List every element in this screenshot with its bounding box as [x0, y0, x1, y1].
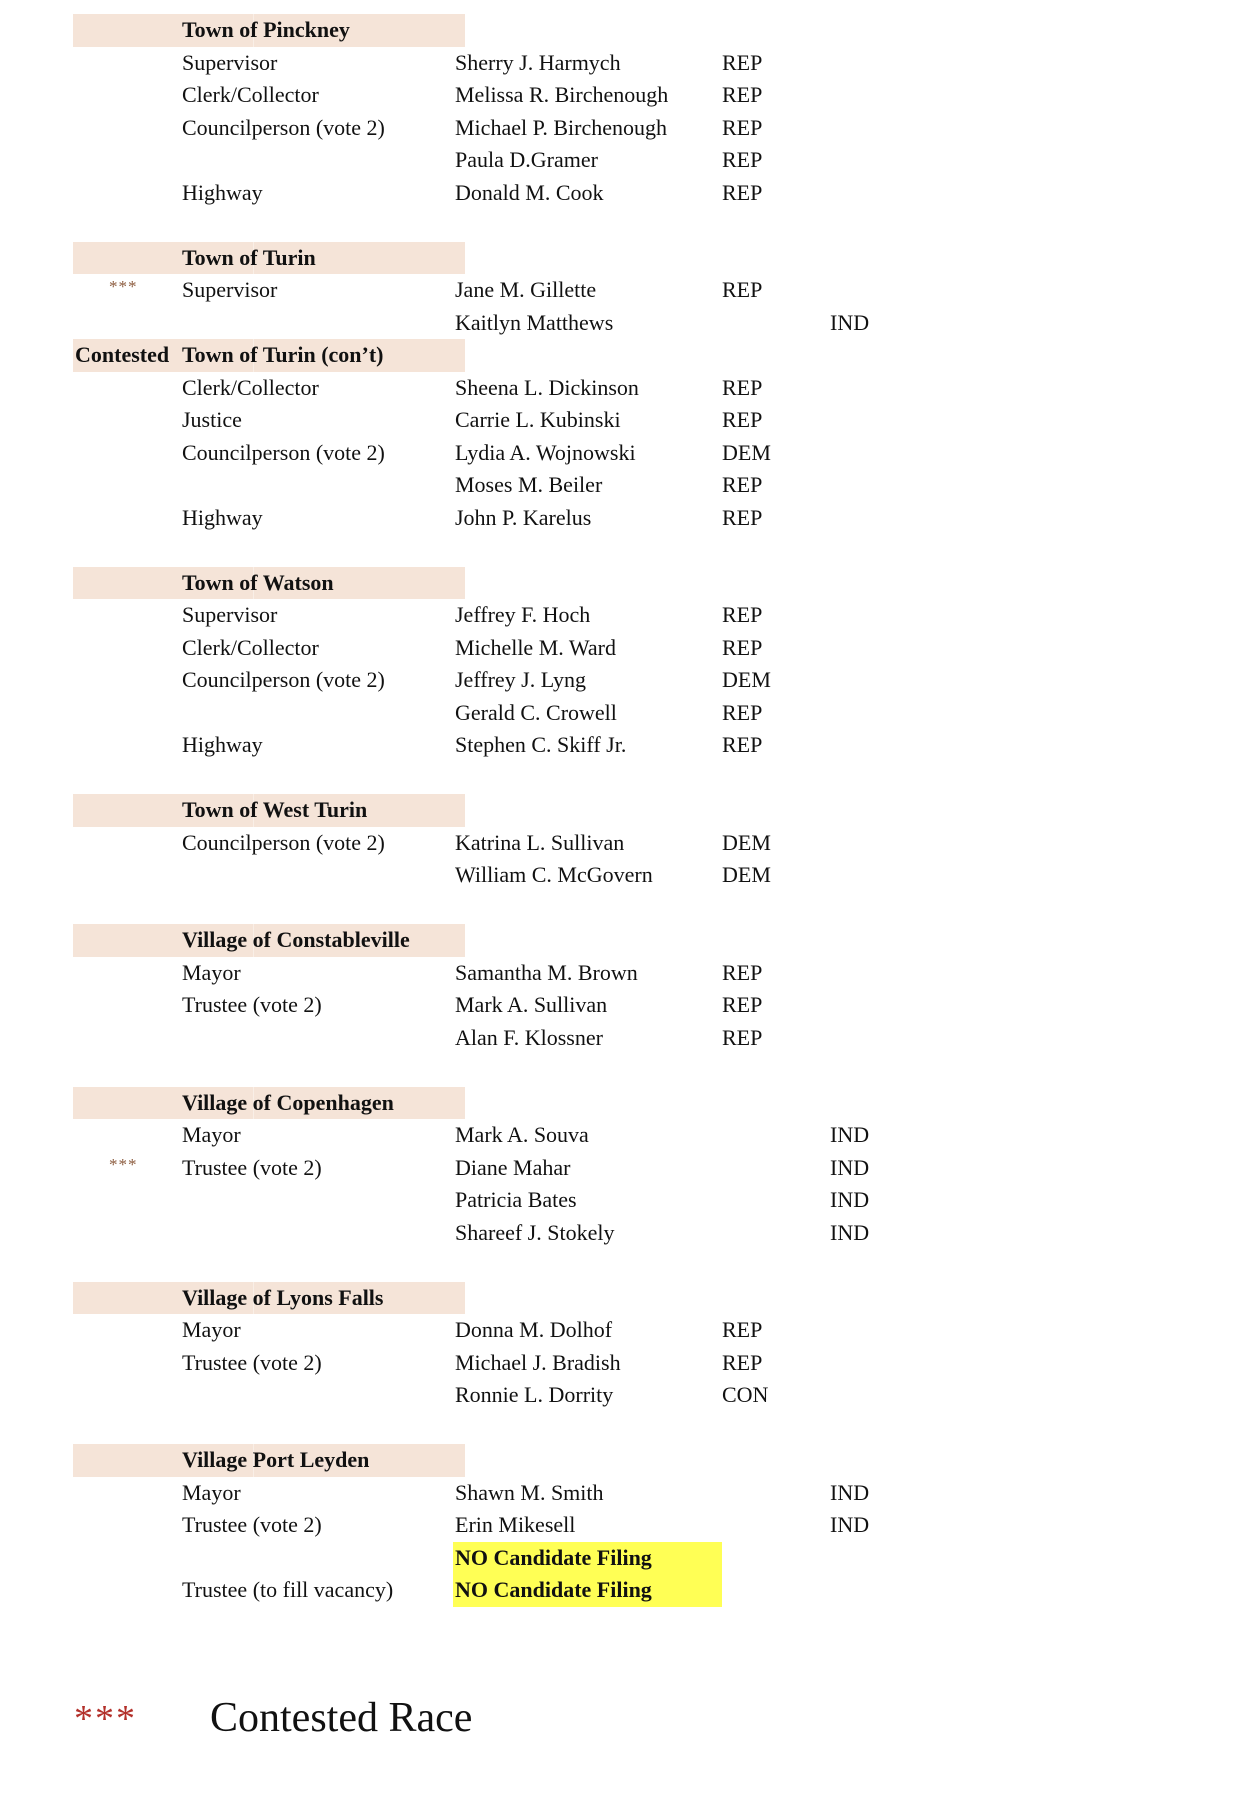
- party: DEM: [722, 439, 771, 465]
- candidate-row: [0, 144, 1242, 177]
- candidate-row: [0, 47, 1242, 80]
- office: Trustee (to fill vacancy): [182, 1577, 394, 1602]
- party: IND: [830, 1154, 870, 1180]
- section-header: [0, 14, 1242, 47]
- candidate-name: Lydia A. Wojnowski: [455, 439, 636, 465]
- party: REP: [722, 277, 763, 302]
- candidate-row: [0, 1477, 1242, 1510]
- office: Councilperson (vote 2): [182, 829, 385, 855]
- candidate-name: Samantha M. Brown: [455, 959, 638, 985]
- spacer: [0, 1054, 1242, 1087]
- party: IND: [830, 1122, 870, 1147]
- candidate-name: Michelle M. Ward: [455, 634, 616, 660]
- party: REP: [722, 147, 763, 172]
- candidate-row: [0, 372, 1242, 405]
- section-title: Town of Turin (con’t): [182, 342, 384, 367]
- party: REP: [722, 407, 763, 432]
- candidate-row: [0, 664, 1242, 697]
- candidate-name: Patricia Bates: [455, 1187, 577, 1212]
- candidate-row: [0, 79, 1242, 112]
- office: Highway: [182, 504, 263, 530]
- contested-marker-icon: ***: [109, 1154, 138, 1174]
- candidate-name: Michael P. Birchenough: [455, 114, 668, 140]
- party: CON: [722, 1382, 769, 1407]
- candidate-name: Diane Mahar: [455, 1154, 571, 1180]
- candidate-row: [0, 1347, 1242, 1380]
- candidate-row: [0, 1574, 1242, 1607]
- candidate-row: [0, 957, 1242, 990]
- candidate-name: Kaitlyn Matthews: [455, 309, 614, 335]
- party: REP: [722, 732, 763, 757]
- candidate-name: Paula D.Gramer: [455, 147, 598, 172]
- party: REP: [722, 374, 763, 400]
- candidate-row: [0, 1314, 1242, 1347]
- section-header: [0, 1282, 1242, 1315]
- party: REP: [722, 634, 763, 660]
- candidate-row: [0, 859, 1242, 892]
- candidate-row: [0, 1152, 1242, 1185]
- candidate-name: Ronnie L. Dorrity: [455, 1382, 614, 1407]
- party: REP: [722, 602, 763, 627]
- party: REP: [722, 992, 763, 1017]
- candidate-row: [0, 1184, 1242, 1217]
- office: Mayor: [182, 1122, 241, 1147]
- candidate-row: [0, 1379, 1242, 1412]
- contested-marker-icon: ***: [74, 1698, 137, 1740]
- party: DEM: [722, 862, 771, 887]
- office: Trustee (vote 2): [182, 992, 322, 1017]
- party: REP: [722, 179, 763, 205]
- contested-marker-icon: ***: [109, 277, 138, 296]
- candidate-name: Shareef J. Stokely: [455, 1219, 615, 1245]
- candidate-row: [0, 1022, 1242, 1055]
- office: Councilperson (vote 2): [182, 439, 385, 465]
- candidate-row: [0, 1119, 1242, 1152]
- party: REP: [722, 959, 763, 985]
- section-title: Town of West Turin: [182, 797, 368, 822]
- party: IND: [830, 1512, 870, 1537]
- party: REP: [722, 1317, 763, 1342]
- section-header: [0, 1444, 1242, 1477]
- section-header: [0, 339, 1242, 372]
- office: Mayor: [182, 1317, 241, 1342]
- candidate-name: William C. McGovern: [455, 862, 653, 887]
- section-title: Town of Turin: [182, 244, 316, 270]
- section-header: [0, 567, 1242, 600]
- candidate-row: [0, 827, 1242, 860]
- office: Trustee (vote 2): [182, 1154, 322, 1180]
- candidate-row: [0, 274, 1242, 307]
- party: REP: [722, 699, 763, 725]
- party: REP: [722, 82, 763, 107]
- office: Clerk/Collector: [182, 634, 319, 660]
- candidate-name: Shawn M. Smith: [455, 1479, 604, 1505]
- section-header: [0, 242, 1242, 275]
- section-title: Village of Lyons Falls: [182, 1284, 384, 1310]
- section-header: [0, 924, 1242, 957]
- party: DEM: [722, 829, 771, 855]
- candidate-name: Stephen C. Skiff Jr.: [455, 732, 627, 757]
- candidate-sheet: [0, 14, 1242, 1607]
- party: REP: [722, 504, 763, 530]
- office: Clerk/Collector: [182, 374, 319, 400]
- office: Supervisor: [182, 602, 278, 627]
- party: DEM: [722, 667, 771, 692]
- candidate-name: Jeffrey J. Lyng: [455, 667, 586, 692]
- candidate-row: [0, 1217, 1242, 1250]
- section-title: Town of Watson: [182, 569, 334, 595]
- legend: [0, 1690, 1242, 1750]
- candidate-row: [0, 632, 1242, 665]
- office: Supervisor: [182, 277, 278, 302]
- candidate-row: [0, 1542, 1242, 1575]
- party: REP: [722, 1024, 763, 1050]
- office: Councilperson (vote 2): [182, 114, 385, 140]
- candidate-name: John P. Karelus: [455, 504, 592, 530]
- candidate-name: Gerald C. Crowell: [455, 699, 617, 725]
- party: IND: [830, 309, 870, 335]
- candidate-row: [0, 599, 1242, 632]
- candidate-row: [0, 989, 1242, 1022]
- section-header: [0, 1087, 1242, 1120]
- legend-label: Contested Race: [210, 1695, 473, 1741]
- spacer: [0, 1412, 1242, 1445]
- candidate-name: Alan F. Klossner: [455, 1024, 603, 1050]
- candidate-name: Carrie L. Kubinski: [455, 407, 621, 432]
- candidate-row: [0, 729, 1242, 762]
- no-candidate-filing: NO Candidate Filing: [453, 1542, 722, 1575]
- party: REP: [722, 114, 763, 140]
- candidate-row: [0, 112, 1242, 145]
- section-note: Contested: [75, 342, 170, 367]
- candidate-name: Moses M. Beiler: [455, 472, 603, 497]
- candidate-row: [0, 437, 1242, 470]
- office: Supervisor: [182, 49, 278, 75]
- office: Mayor: [182, 1479, 241, 1505]
- spacer: [0, 892, 1242, 925]
- spacer: [0, 534, 1242, 567]
- office: Trustee (vote 2): [182, 1349, 322, 1375]
- section-header: [0, 794, 1242, 827]
- candidate-row: [0, 1509, 1242, 1542]
- office: Councilperson (vote 2): [182, 667, 385, 692]
- office: Justice: [182, 407, 242, 432]
- candidate-name: Donald M. Cook: [455, 179, 604, 205]
- office: Clerk/Collector: [182, 82, 319, 107]
- candidate-name: Sheena L. Dickinson: [455, 374, 639, 400]
- no-candidate-filing: NO Candidate Filing: [453, 1574, 722, 1607]
- candidate-name: Michael J. Bradish: [455, 1349, 621, 1375]
- candidate-row: [0, 697, 1242, 730]
- section-title: Town of Pinckney: [182, 17, 350, 42]
- candidate-row: [0, 404, 1242, 437]
- candidate-name: Melissa R. Birchenough: [455, 82, 669, 107]
- spacer: [0, 209, 1242, 242]
- candidate-row: [0, 307, 1242, 340]
- candidate-row: [0, 177, 1242, 210]
- candidate-row: [0, 502, 1242, 535]
- spacer: [0, 762, 1242, 795]
- party: REP: [722, 1349, 763, 1375]
- candidate-name: Jane M. Gillette: [455, 277, 597, 302]
- party: IND: [830, 1479, 870, 1505]
- office: Highway: [182, 732, 263, 757]
- section-title: Village of Copenhagen: [182, 1089, 394, 1115]
- section-title: Village Port Leyden: [182, 1447, 370, 1472]
- party: REP: [722, 49, 763, 75]
- party: IND: [830, 1219, 870, 1245]
- candidate-name: Mark A. Sullivan: [455, 992, 608, 1017]
- candidate-name: Erin Mikesell: [455, 1512, 576, 1537]
- candidate-name: Katrina L. Sullivan: [455, 829, 625, 855]
- candidate-name: Jeffrey F. Hoch: [455, 602, 591, 627]
- office: Trustee (vote 2): [182, 1512, 322, 1537]
- party: IND: [830, 1187, 870, 1212]
- candidate-name: Donna M. Dolhof: [455, 1317, 613, 1342]
- section-title: Village of Constableville: [182, 927, 410, 952]
- candidate-row: [0, 469, 1242, 502]
- office: Mayor: [182, 959, 241, 985]
- office: Highway: [182, 179, 263, 205]
- party: REP: [722, 472, 763, 497]
- candidate-name: Mark A. Souva: [455, 1122, 589, 1147]
- spacer: [0, 1249, 1242, 1282]
- candidate-name: Sherry J. Harmych: [455, 49, 621, 75]
